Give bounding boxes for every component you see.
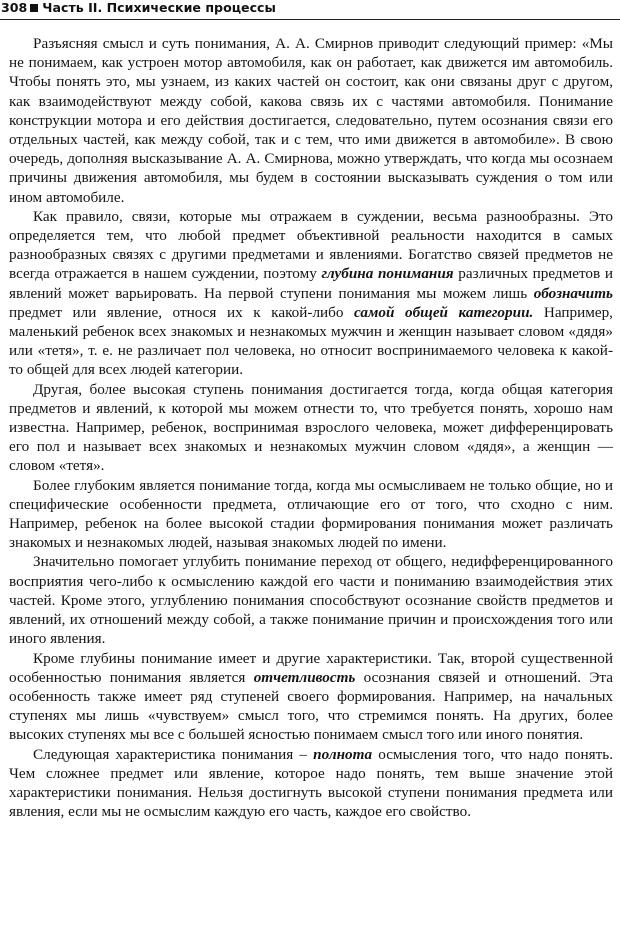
page-number: 308	[1, 0, 28, 15]
text-run: Другая, более высокая ступень понимания достигается тогда, когда общая категория предметов и явлений, к которой мы можем отнести то, что требуется понять, хорошо нам известна. Например, ребенок, воспринимая взрослого человека, может дифференцировать его пол и называет всех знакомых и незнакомых мужчин словом «дядя», а женщин — словом «тетя».	[9, 380, 613, 475]
emphasis-term: самой общей категории.	[354, 303, 534, 321]
text-run: осмысления того, что надо понять. Чем сложнее предмет или явление, которое надо понять, тем выше значение этой характеристики понимания. Нельзя достигнуть высокой ступени понимания предмета или явления, если мы не осмыслим каждую его часть, каждое его свойство.	[9, 745, 613, 821]
paragraph	[9, 380, 613, 476]
text-run: Более глубоким является понимание тогда, когда мы осмысливаем не только общие, но и специфические особенности предмета, отличающие его от того, что сходно с ним. Например, ребенок на более высокой стадии формирования понимания может различать знакомых и незнакомых людей, называя знакомых людей по имени.	[9, 476, 613, 552]
text-run: Кроме глубины понимание имеет и другие характеристики. Так, второй существенной особенностью понимания является	[9, 649, 613, 686]
square-bullet-icon	[30, 4, 38, 12]
text-run: Разъясняя смысл и суть понимания, А. А. Смирнов приводит следующий пример: «Мы не понимаем, как устроен мотор автомобиля, как он работает, как движется им автомобиль. Чтобы понять это, мы узнаем, из каких частей он состоит, как они связаны друг с другом, как взаимодействуют между собой, какова связь их с частями автомобиля. Понимание конструкции мотора и его действия достигается, следовательно, путем осознания связи его отдельных частей, как между собой, так и с тем, что ими движется в автомобиле». В свою очередь, дополняя высказывание А. А. Смирнова, можно утверждать, что когда мы осознаем причины движения автомобиля, мы будем в состоянии высказывать суждения о том или ином автомобиле.	[9, 35, 613, 206]
text-run: осознания связей и отношений. Эта особенность также имеет ряд ступеней своего формирования. Например, на начальных ступенях мы лишь «чувствуем» смысл того, что стремимся понять. На других, более высоких ступенях мы все с большей ясностью понимаем смысл того или иного понятия.	[9, 668, 613, 744]
text-run: предмет или явление, относя их к какой-либо	[9, 303, 355, 321]
text-run: Значительно помогает углубить понимание переход от общего, недифференцированного восприятия чего-либо к осмыслению каждой его части и пониманию взаимодействия этих частей. Кроме этого, углублению понимания способствуют осознание свойств предметов и явлений, их отношений между собой, а также понимание причин и происхождения того или иного явления.	[9, 553, 613, 648]
emphasis-term: глубина понимания	[321, 265, 454, 283]
emphasis-term: отчетливость	[253, 668, 356, 686]
emphasis-term: обозначить	[533, 284, 613, 302]
paragraph	[9, 476, 613, 553]
text-run: различных предметов и явлений может варьировать. На первой ступени понимания мы можем лишь	[9, 265, 613, 302]
paragraph	[9, 207, 613, 380]
paragraph	[9, 552, 613, 648]
text-run: Следующая характеристика понимания –	[33, 745, 314, 763]
body-text	[9, 34, 613, 821]
text-run: Как правило, связи, которые мы отражаем в суждении, весьма разнообразны. Это определяется тем, что любой предмет объективной реальности находится в самых разнообразных связях с другими предметами и явлениями. Богатство связей предметов не всегда отражается в нашем суждении, поэтому	[9, 207, 613, 283]
paragraph	[9, 649, 613, 745]
header-rule	[0, 19, 620, 20]
paragraph	[9, 745, 613, 822]
text-run: Например, маленький ребенок всех знакомых и незнакомых мужчин и женщин называет словом «дядя» или «тетя», т. е. не различает пол человека, но относит воспринимаемого человека к какой-то общей для всех людей категории.	[9, 303, 613, 379]
running-head	[1, 0, 301, 18]
paragraph	[9, 34, 613, 207]
emphasis-term: полнота	[313, 745, 373, 763]
part-title: Часть II. Психические процессы	[42, 0, 276, 15]
